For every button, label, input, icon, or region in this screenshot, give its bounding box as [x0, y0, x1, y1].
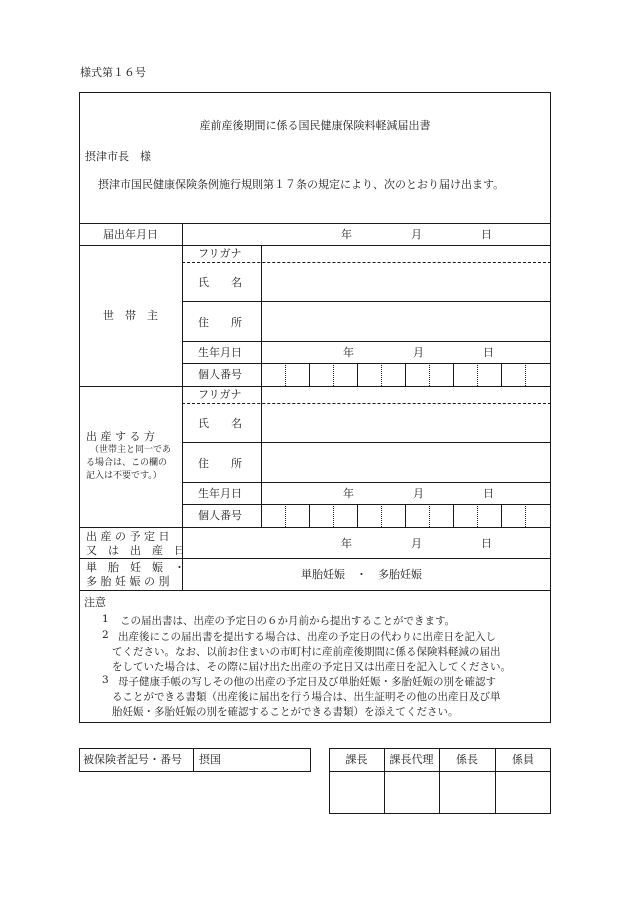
- householder-furigana-field[interactable]: [262, 246, 550, 262]
- mother-furigana-field[interactable]: [262, 387, 550, 403]
- householder-address-field[interactable]: [262, 302, 550, 341]
- note-text: ることができる書類（出産後に届出を行う場合は、出生証明その他の出産日及び単: [112, 691, 501, 703]
- approval-stamp-subsection-chief[interactable]: [440, 772, 495, 813]
- mother-address-label: 住 所: [198, 457, 242, 470]
- mother-furigana-label: フリガナ: [198, 388, 242, 401]
- divider: [79, 590, 551, 591]
- insurance-number-label: 被保険者記号・番号: [83, 753, 182, 766]
- note-text: 出産後にこの届出書を提出する場合は、出産の予定日の代わりに出産日を記入し: [118, 631, 496, 643]
- pregnancy-type-label: 単 胎 妊 娠 ・: [86, 561, 185, 574]
- submission-year-unit: 年: [341, 228, 352, 241]
- mother-section-note: 記入は不要です。）: [86, 471, 162, 481]
- householder-id-label: 個人番号: [198, 368, 242, 381]
- note-number: 3: [102, 674, 109, 686]
- note-text: 母子健康手帳の写しその他の出産の予定日及び単胎妊娠・多胎妊娠の別を確認す: [118, 676, 496, 688]
- due-date-label: 出 産 の 予 定 日: [86, 530, 170, 543]
- mother-section-note: （世帯主と同一であ: [90, 445, 172, 455]
- approval-stamp-deputy-chief[interactable]: [385, 772, 439, 813]
- note-text: この届出書は、出産の予定日の６か月前から提出することができます。: [120, 615, 456, 627]
- householder-birthdate-field[interactable]: [262, 342, 550, 363]
- mother-name-label: 氏 名: [198, 417, 242, 430]
- householder-birth-day-unit: 日: [483, 346, 494, 359]
- note-text: 胎妊娠・多胎妊娠の別を確認することができる書類）を添えてください。: [112, 706, 459, 718]
- householder-address-label: 住 所: [198, 316, 242, 329]
- mother-address-field[interactable]: [262, 443, 550, 482]
- note-text: をしていた場合は、その際に届け出た出産の予定日又は出産日を記入してください。: [112, 661, 511, 673]
- due-date-label: 又 は 出 産 日: [86, 544, 185, 557]
- submission-month-unit: 月: [411, 228, 422, 241]
- insurance-number-prefix: 摂国: [199, 753, 221, 766]
- mother-name-field[interactable]: [262, 404, 550, 442]
- approval-header-deputy-chief: 課長代理: [389, 753, 434, 766]
- approval-header-staff: 係員: [512, 753, 534, 766]
- intro-text: 摂津市国民健康保険条例施行規則第１７条の規定により、次のとおり届け出ます。: [98, 178, 505, 191]
- notes-heading: 注意: [84, 596, 106, 609]
- due-day-unit: 日: [481, 537, 492, 550]
- pregnancy-type-options[interactable]: 単胎妊娠 ・ 多胎妊娠: [301, 568, 422, 581]
- divider: [79, 558, 551, 559]
- approval-header-subsection-chief: 係長: [456, 753, 478, 766]
- submission-date-label: 届出年月日: [103, 228, 158, 241]
- addressee: 摂津市長 様: [85, 150, 151, 163]
- mother-section-note: る場合は、この欄の: [86, 458, 168, 468]
- due-year-unit: 年: [341, 537, 352, 550]
- householder-birthdate-label: 生年月日: [198, 346, 242, 359]
- householder-name-field[interactable]: [262, 263, 550, 301]
- note-number: 1: [102, 613, 109, 625]
- form-title: 産前産後期間に係る国民健康保険料軽減届出書: [199, 119, 431, 132]
- householder-birth-month-unit: 月: [413, 346, 424, 359]
- mother-birth-month-unit: 月: [413, 487, 424, 500]
- householder-name-label: 氏 名: [198, 276, 242, 289]
- approval-stamp-staff[interactable]: [496, 772, 550, 813]
- insurance-number-field[interactable]: [225, 749, 310, 771]
- due-month-unit: 月: [411, 537, 422, 550]
- mother-birth-day-unit: 日: [483, 487, 494, 500]
- column-divider: [193, 748, 194, 772]
- note-number: 2: [102, 629, 109, 641]
- householder-section-label: 世 帯 主: [103, 309, 158, 322]
- approval-header-section-chief: 課長: [345, 753, 368, 766]
- mother-id-field[interactable]: [262, 505, 550, 527]
- householder-id-field[interactable]: [262, 364, 550, 386]
- mother-birth-year-unit: 年: [343, 487, 354, 500]
- form-number: 様式第１６号: [80, 66, 146, 79]
- householder-birth-year-unit: 年: [343, 346, 354, 359]
- note-text: てください。なお、以前お住まいの市町村に産前産後期間に係る保険料軽減の届出: [112, 646, 501, 658]
- submission-date-field[interactable]: [262, 224, 550, 245]
- mother-birthdate-label: 生年月日: [198, 487, 242, 500]
- mother-id-label: 個人番号: [198, 509, 242, 522]
- mother-section-label: 出 産 す る 方: [86, 430, 155, 443]
- pregnancy-type-label: 多 胎 妊 娠 の 別: [86, 575, 170, 588]
- approval-stamp-section-chief[interactable]: [330, 772, 384, 813]
- mother-birthdate-field[interactable]: [262, 483, 550, 504]
- due-date-field[interactable]: [183, 528, 550, 558]
- householder-furigana-label: フリガナ: [198, 247, 242, 260]
- submission-day-unit: 日: [481, 228, 492, 241]
